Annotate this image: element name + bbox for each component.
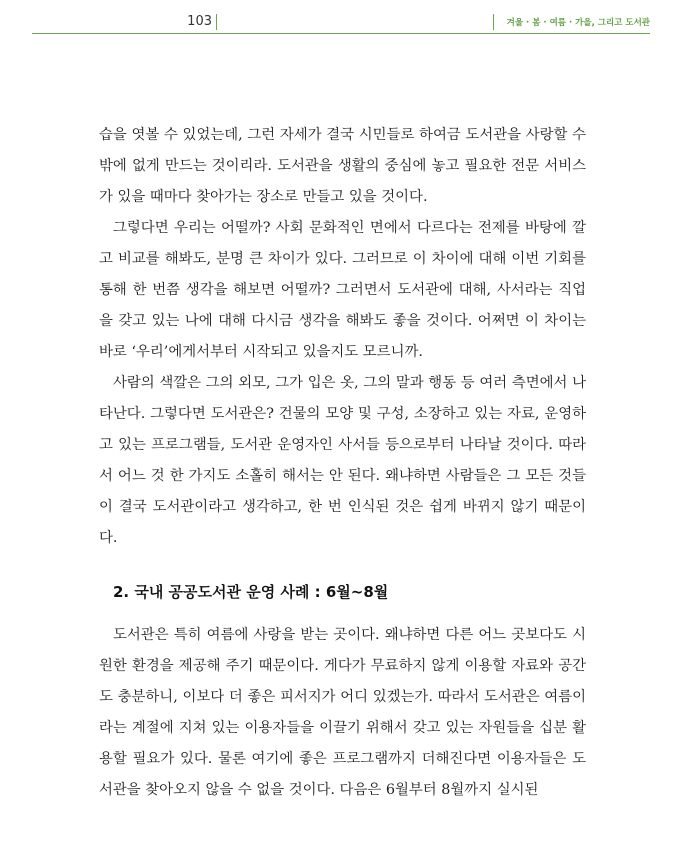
- page-body: [99, 120, 586, 806]
- page-number: 103: [187, 14, 212, 29]
- running-head-divider: [493, 14, 494, 30]
- header-rule: [32, 33, 650, 34]
- section-paragraph: 도서관은 특히 여름에 사랑을 받는 곳이다. 왜냐하면 다른 어느 곳보다도 시원한 환경을 제공해 주기 때문이다. 게다가 무료하지 않게 이용할 자료와 공간도 충분하니, 이보다 더 좋은 피서지가 어디 있겠는가. 따라서 도서관은 여름이라는 계절에 지쳐 있는 이용자들을 이끌기 위해서 갖고 있는 자원들을 십분 활용할 필요가 있다. 물론 여기에 좋은 프로그램까지 더해진다면 이용자들은 도서관을 찾아오지 않을 수 없을 것이다. 다음은 6월부터 8월까지 실시된: [99, 627, 586, 798]
- body-paragraph: 그렇다면 우리는 어떨까? 사회 문화적인 면에서 다르다는 전제를 바탕에 깔고 비교를 해봐도, 분명 큰 차이가 있다. 그러므로 이 차이에 대해 이번 기회를 통해 한 번쯤 생각을 해보면 어떨까? 그러면서 도서관에 대해, 사서라는 직업을 갖고 있는 나에 대해 다시금 생각을 해봐도 좋을 것이다. 어쩌면 이 차이는 바로 ‘우리’에게서부터 시작되고 있을지도 모르니까.: [99, 220, 586, 360]
- running-head: 겨울 · 봄 · 여름 · 가을, 그리고 도서관: [506, 18, 650, 28]
- body-paragraph: 사람의 색깔은 그의 외모, 그가 입은 옷, 그의 말과 행동 등 여러 측면에서 나타난다. 그렇다면 도서관은? 건물의 모양 및 구성, 소장하고 있는 자료, 운영하고 있는 프로그램들, 도서관 운영자인 사서들 등으로부터 나타날 것이다. 따라서 어느 것 한 가지도 소홀히 해서는 안 된다. 왜냐하면 사람들은 그 모든 것들이 결국 도서관이라고 생각하고, 한 번 인식된 것은 쉽게 바뀌지 않기 때문이다.: [99, 375, 586, 546]
- page-number-divider: [216, 14, 217, 30]
- page-header: [0, 0, 682, 40]
- body-paragraph-continuation: 습을 엿볼 수 있었는데, 그런 자세가 결국 시민들로 하여금 도서관을 사랑할 수밖에 없게 만드는 것이리라. 도서관을 생활의 중심에 놓고 필요한 전문 서비스가 있을 때마다 찾아가는 장소로 만들고 있을 것이다.: [99, 127, 586, 205]
- section-heading: 2. 국내 공공도서관 운영 사례 : 6월~8월: [113, 583, 389, 601]
